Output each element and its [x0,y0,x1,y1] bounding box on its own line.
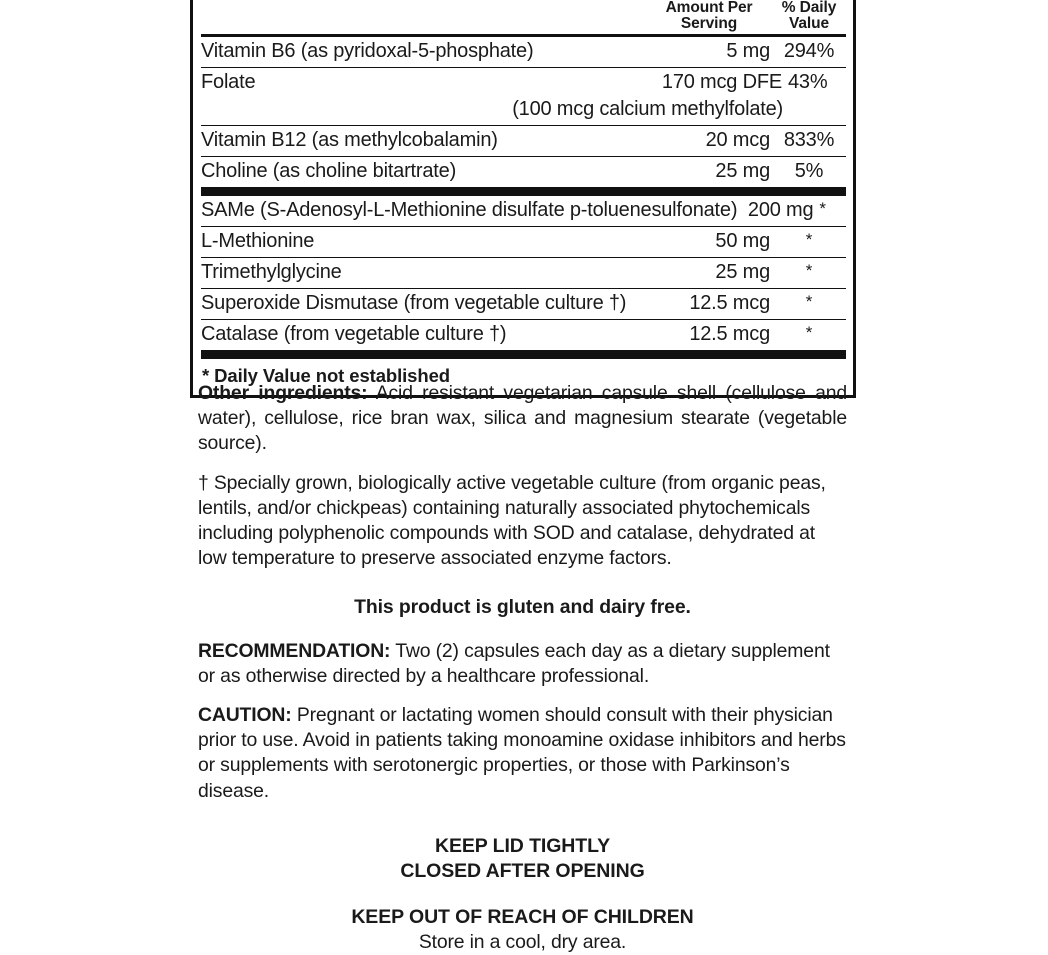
nutrient-daily-value: * [805,261,813,281]
nutrient-amount: 50 mg [715,230,770,253]
nutrient-subline: (100 mcg calcium methylfolate) [512,98,783,121]
nutrient-daily-value: 5% [794,160,824,183]
nutrient-name: Catalase (from vegetable culture †) [201,323,507,346]
nutrient-daily-value: 43% [788,71,828,94]
amount-header-line1: Amount Per [665,0,753,16]
caution-paragraph [198,703,847,804]
table-row [201,227,846,257]
dagger-note-paragraph: † Specially grown, biologically active vegetable culture (from organic peas, lentils, and/or chickpeas) containing naturally associated phytochemicals including polyphenolic compounds with SOD and catalase, dehydrated at low temperature to preserve associated enzyme factors. [198,471,826,570]
nutrient-daily-value: * [805,323,813,343]
recommendation-label: RECOMMENDATION: [198,639,391,662]
table-row [201,68,846,98]
caution-label: CAUTION: [198,703,292,726]
supplement-facts-panel [190,0,856,398]
other-ingredients-text: Acid resistant vegetarian capsule shell (cellulose and water), cellulose, rice bran wax, silica and magnesium stearate (vegetable source). [198,382,847,455]
gluten-dairy-statement: This product is gluten and dairy free. [354,595,691,618]
caution-text: Pregnant or lactating women should consult with their physician prior to use. Avoid in patients taking monoamine oxidase inhibitors and herbs or supplements with serotonergic properties, or those with Parkinson’s disease. [198,703,846,802]
nutrient-amount: 25 mg [715,160,770,183]
label-body-copy [198,381,847,955]
table-row [201,157,846,187]
dv-header-line1: % Daily [781,0,837,16]
other-ingredients-paragraph [198,381,847,457]
keep-out-of-reach-warning: KEEP OUT OF REACH OF CHILDREN [351,905,694,928]
nutrient-daily-value: * [805,230,813,250]
nutrient-amount: 12.5 mcg [689,292,770,315]
nutrient-name: SAMe (S-Adenosyl-L-Methionine disulfate p-toluenesulfonate) [201,199,738,222]
nutrient-amount: 170 mcg DFE [661,71,782,94]
spacer [198,619,847,639]
amount-per-serving-header [646,0,772,32]
nutrient-name: Vitamin B6 (as pyridoxal-5-phosphate) [201,40,534,63]
nutrient-amount: 20 mcg [705,129,770,152]
column-headers [201,0,846,34]
nutrient-name: Trimethylglycine [201,261,342,284]
recommendation-paragraph [198,639,847,689]
table-row [201,126,846,156]
percent-daily-value-header [772,0,846,32]
keep-lid-tightly-line1: KEEP LID TIGHTLY [434,834,610,857]
keep-lid-tightly-line2: CLOSED AFTER OPENING [400,860,645,883]
spacer [198,586,847,596]
daily-value-footnote: * Daily Value not established [202,365,450,387]
nutrient-name: Superoxide Dismutase (from vegetable culture †) [201,292,627,315]
other-ingredients-label: Other ingredients: [198,382,368,404]
nutrient-amount: 12.5 mcg [689,323,770,346]
recommendation-text: Two (2) capsules each day as a dietary supplement or as otherwise directed by a healthcare professional. [198,639,830,687]
table-row [201,37,846,67]
table-row [201,258,846,288]
spacer [198,818,847,834]
table-row [201,196,846,226]
table-row [201,320,846,350]
nutrient-name: Choline (as choline bitartrate) [201,160,457,183]
table-row [201,289,846,319]
spacer [198,885,847,905]
nutrient-amount: 5 mg [726,40,770,63]
section-divider-bar [201,187,846,196]
nutrient-daily-value: * [819,199,826,219]
footnote-divider-bar [201,350,846,359]
nutrient-daily-value: 294% [783,40,835,63]
nutrient-name: L-Methionine [201,230,315,253]
storage-instruction: Store in a cool, dry area. [418,930,627,953]
dv-header-line2: Value [789,15,829,33]
nutrient-name: Folate [201,71,256,94]
nutrient-daily-value: * [805,292,813,312]
amount-header-line2: Serving [680,15,738,33]
nutrient-name: Vitamin B12 (as methylcobalamin) [201,129,498,152]
nutrient-amount: 25 mg [715,261,770,284]
nutrient-amount: 200 mg [747,199,814,222]
nutrient-daily-value: 833% [783,129,835,152]
